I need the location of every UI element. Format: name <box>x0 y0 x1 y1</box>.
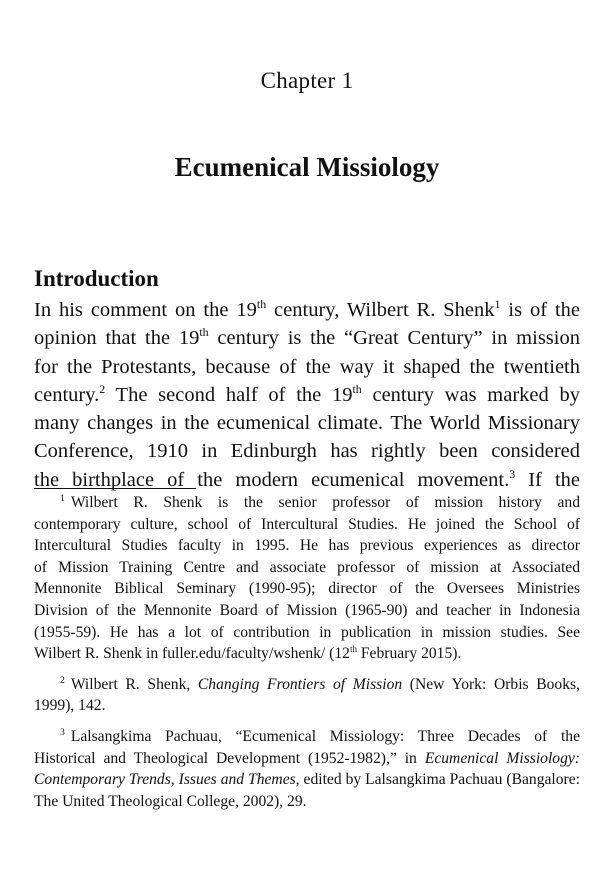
footnote-line: Historical and Theological Development (1952-1982),” in Ecumenical Missiology: <box>34 749 580 767</box>
book-title: Ecumenical Missiology: <box>424 749 580 767</box>
footnote-line: The United Theological College, 2002), 29. <box>34 792 307 810</box>
ordinal-suffix: th <box>352 382 362 397</box>
footnote-line: Mennonite Biblical Seminary (1990-95); director of the Oversees Ministries <box>34 580 580 598</box>
body-line: Conference, 1910 in Edinburgh has rightly been considered <box>34 440 580 463</box>
ordinal-suffix: th <box>256 297 267 312</box>
body-line: many changes in the ecumenical climate. The World Missionary <box>34 412 580 435</box>
chapter-title: Ecumenical Missiology <box>174 152 440 182</box>
footnote-divider <box>34 488 196 489</box>
footnote-line: (1955-59). He has a lot of contribution in publication in mission studies. See <box>34 623 580 641</box>
chapter-label: Chapter 1 <box>260 68 354 93</box>
footnote-line: $^1$ Wilbert R. Shenk is the senior professor of mission history and <box>60 492 580 511</box>
body-line: In his comment on the 19th century, Wilbert R. Shenk$^1$ is of the <box>34 297 580 321</box>
footnote-line: $^2$ Wilbert R. Shenk, Changing Frontiers of Mission (New York: Orbis Books, <box>60 674 580 693</box>
footnote-line: 1999), 142. <box>34 697 106 715</box>
footnote-line: of Mission Training Centre and associate professor of mission at Associated <box>34 558 580 576</box>
footnote-number: 2 <box>60 674 65 686</box>
footnote-number: 1 <box>60 492 65 504</box>
footnote-line: Division of the Mennonite Board of Mission (1965-90) and teacher in Indonesia <box>34 601 580 619</box>
book-title: Changing Frontiers of Mission <box>197 675 403 693</box>
footnote-ref-2: 2 <box>99 382 106 397</box>
body-paragraph <box>34 296 580 494</box>
body-line: opinion that the 19th century is the “Great Century” in mission <box>34 325 580 350</box>
footnote-line: $^3$ Lalsangkima Pachuau, “Ecumenical Missiology: Three Decades of the <box>60 726 580 745</box>
book-title: Contemporary Trends, Issues and Themes, <box>34 771 300 789</box>
footnote-ref-3: 3 <box>509 466 516 481</box>
footnote-line: contemporary culture, school of Intercultural Studies. He joined the School of <box>34 515 580 533</box>
footnote-line: Contemporary Trends, Issues and Themes, edited by Lalsangkima Pachuau (Bangalore: <box>34 771 580 789</box>
body-line: the birthplace of the modern ecumenical movement.$^3$ If the <box>34 466 580 491</box>
ordinal-suffix: th <box>199 325 209 340</box>
footnote-ref-1: 1 <box>494 297 501 312</box>
footnote-number: 3 <box>60 726 65 738</box>
book-page <box>34 0 580 870</box>
footnotes <box>34 492 580 821</box>
body-line: for the Protestants, because of the way it shaped the twentieth <box>34 355 580 378</box>
footnote-2 <box>34 674 580 717</box>
body-line: century.$^2$ The second half of the 19th century was marked by <box>34 382 580 406</box>
section-heading: Introduction <box>34 266 159 291</box>
footnote-3 <box>34 726 580 812</box>
footnote-line: Wilbert R. Shenk in fuller.edu/faculty/wshenk/ (12th February 2015). <box>34 643 462 663</box>
footnote-1 <box>34 492 580 665</box>
footnote-line: Intercultural Studies faculty in 1995. He has previous experiences as director <box>34 537 580 555</box>
